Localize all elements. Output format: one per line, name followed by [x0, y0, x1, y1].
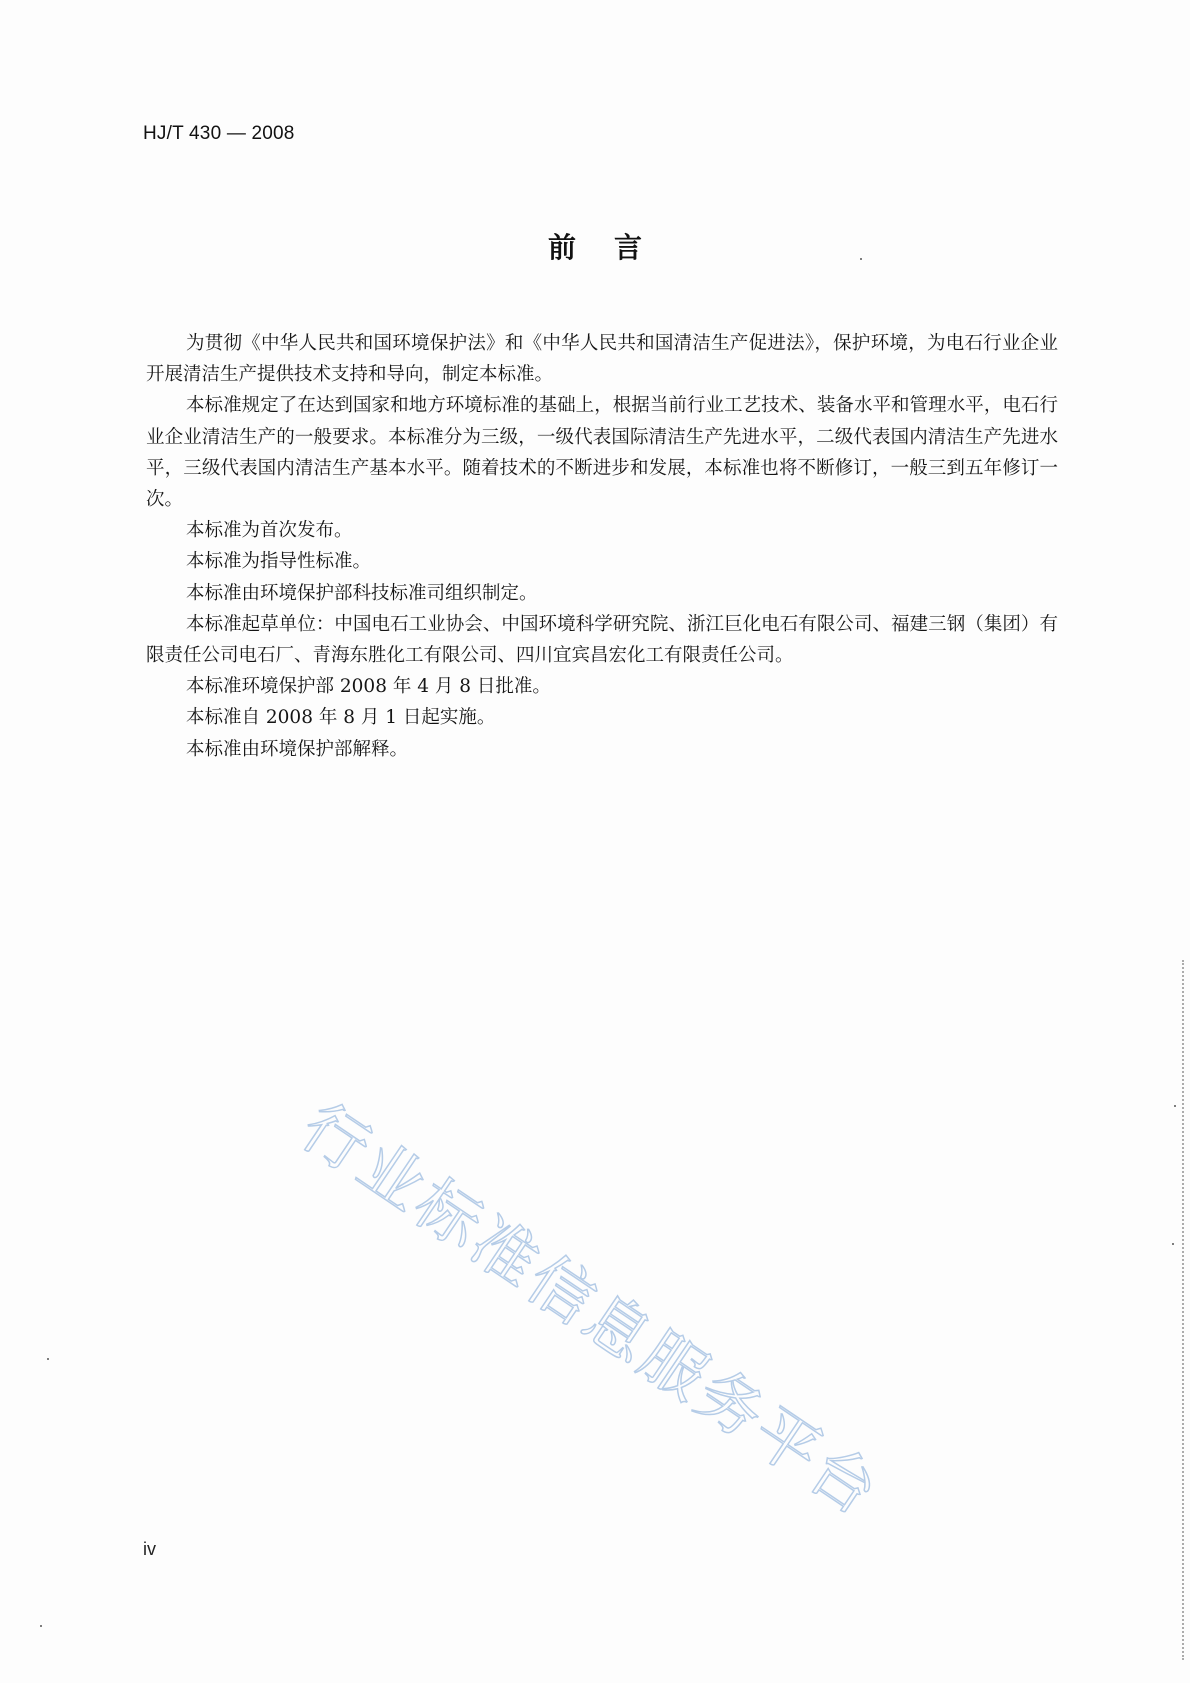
paragraph: 本标准自 2008 年 8 月 1 日起实施。: [186, 707, 496, 729]
scan-speck: [1172, 1243, 1174, 1245]
scan-speck: [47, 1358, 49, 1360]
paragraph: 本标准为首次发布。: [186, 520, 353, 542]
scan-speck: [860, 258, 862, 260]
scan-speck: [1174, 1105, 1176, 1107]
paragraph: 本标准起草单位：中国电石工业协会、中国环境科学研究院、浙江巨化电石有限公司、福建三钢（集团）有限责任公司电石厂、青海东胜化工有限公司、四川宜宾昌宏化工有限责任公司。: [146, 613, 1058, 667]
scan-edge-artifact: [1180, 960, 1184, 1660]
page-number: iv: [143, 1539, 156, 1559]
paragraph: 本标准由环境保护部科技标准司组织制定。: [186, 582, 538, 604]
page-title: 前言: [547, 231, 680, 264]
paragraph: 为贯彻《中华人民共和国环境保护法》和《中华人民共和国清洁生产促进法》，保护环境，为电石行业企业开展清洁生产提供技术支持和导向，制定本标准。: [146, 333, 1058, 386]
scan-speck: [40, 1625, 42, 1627]
paragraph: 本标准规定了在达到国家和地方环境标准的基础上，根据当前行业工艺技术、装备水平和管理水平，电石行业企业清洁生产的一般要求。本标准分为三级，一级代表国际清洁生产先进水平，二级代表国内清洁生产先进水平，三级代表国内清洁生产基本水平。随着技术的不断进步和发展，本标准也将不断修订，一般三到五年修订一次。: [146, 395, 1058, 511]
paragraph: 本标准由环境保护部解释。: [186, 738, 409, 760]
paragraph: 本标准环境保护部 2008 年 4 月 8 日批准。: [186, 676, 551, 698]
foreword-body: [146, 328, 1058, 765]
standard-code: HJ/T 430 — 2008: [143, 123, 295, 144]
paragraph: 本标准为指导性标准。: [186, 551, 372, 573]
watermark: 行业标准信息服务平台: [287, 1090, 894, 1532]
